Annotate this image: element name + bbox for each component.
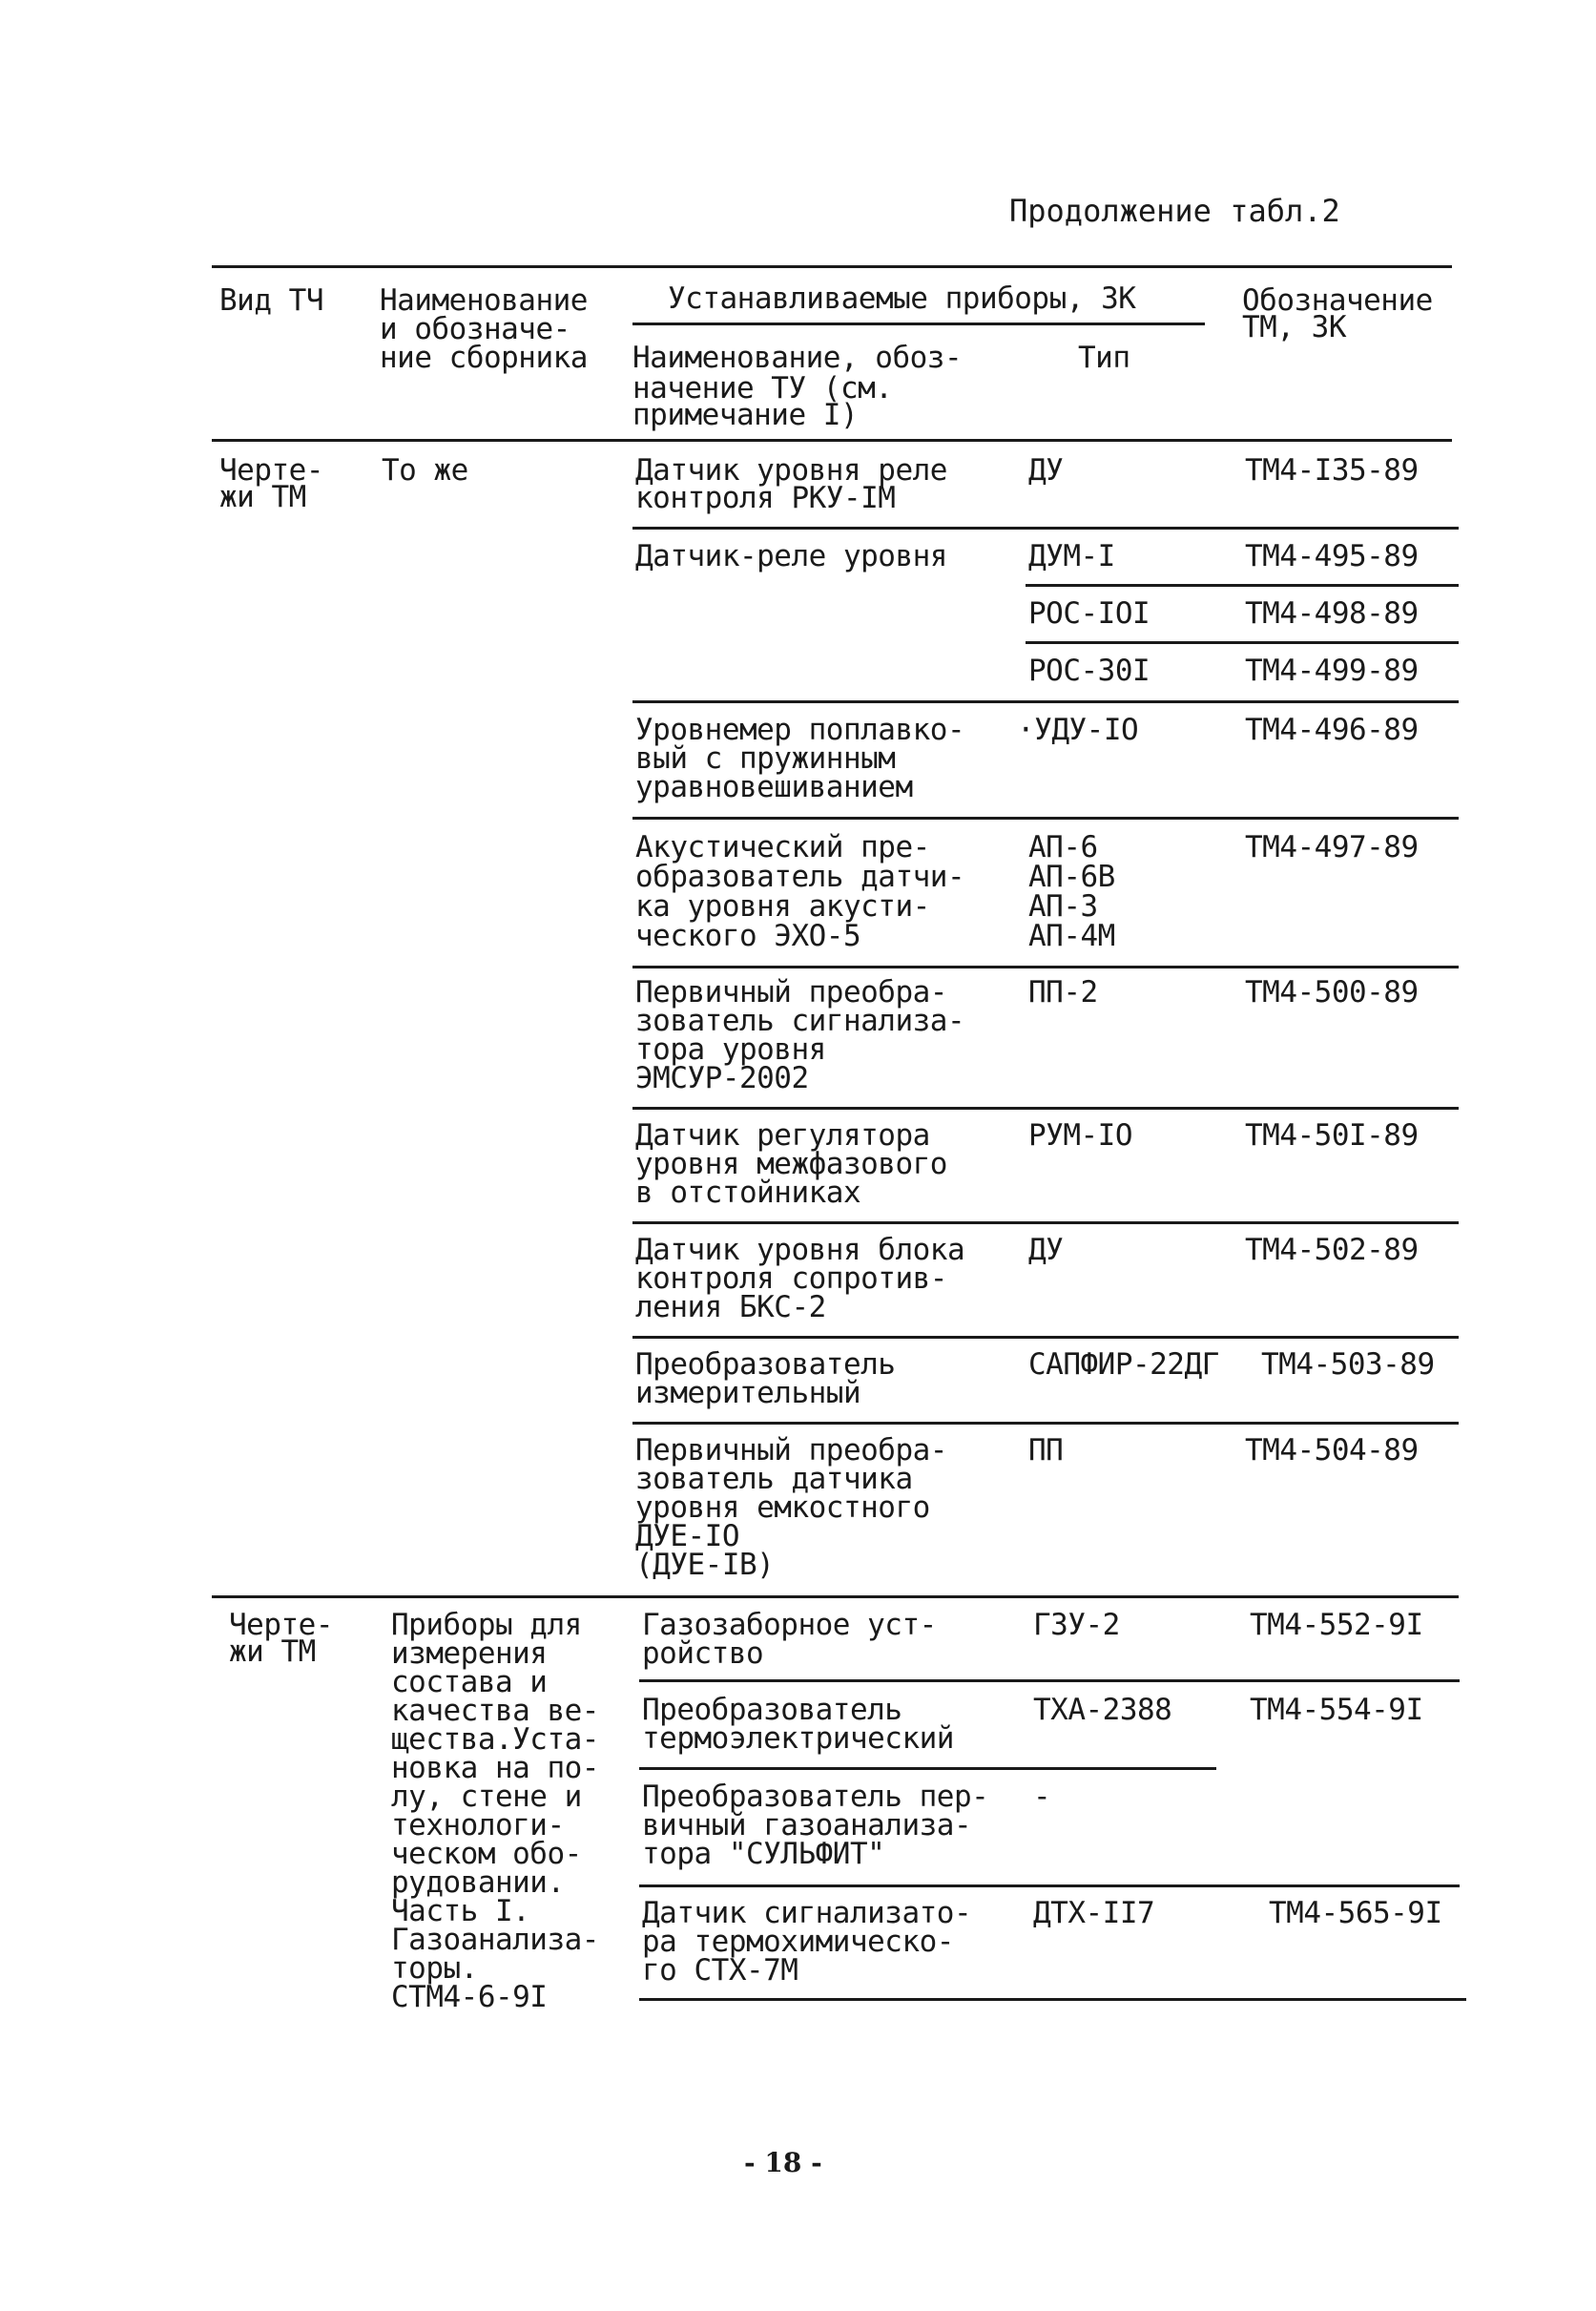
row-11-code: ТМ4-504-89 <box>1245 1433 1419 1468</box>
row-6-name-line-4: ческого ЭХО-5 <box>635 919 861 953</box>
row-7-name-line-2: зователь сигнализа- <box>635 1004 965 1038</box>
header-name-line-1: Наименование, обоз- <box>632 341 963 375</box>
row-rule <box>1026 584 1459 587</box>
row-rule <box>1026 641 1459 644</box>
header-type: Тип <box>1078 341 1130 375</box>
group-2-sbornik-line-9: ческом обо- <box>391 1837 582 1871</box>
row-11-name-line-4: ДУЕ-IO <box>635 1519 739 1553</box>
row-12-code: ТМ4-552-9I <box>1250 1608 1423 1642</box>
row-7-name-line-1: Первичный преобра- <box>635 975 947 1010</box>
row-rule <box>632 527 1459 530</box>
group-divider-rule <box>212 1595 1459 1598</box>
row-6-name-line-3: ка уровня акусти- <box>635 889 930 924</box>
header-code-line-1: Обозначение <box>1242 283 1433 318</box>
row-8-type: РУМ-IO <box>1028 1118 1132 1153</box>
row-rule <box>632 966 1459 968</box>
row-10-code: ТМ4-503-89 <box>1261 1347 1435 1382</box>
group-2-sbornik-line-4: качества ве- <box>391 1694 599 1728</box>
row-rule <box>632 817 1459 820</box>
row-7-type: ПП-2 <box>1028 975 1098 1010</box>
row-rule <box>632 1221 1459 1224</box>
row-rule <box>632 700 1459 703</box>
row-9-name-line-1: Датчик уровня блока <box>635 1233 965 1267</box>
row-1-type: ДУ <box>1028 453 1064 488</box>
row-13-type: ТХА-2388 <box>1033 1693 1172 1727</box>
row-5-name-line-3: уравновешиванием <box>635 770 913 804</box>
row-9-type: ДУ <box>1028 1233 1064 1267</box>
row-13-code: ТМ4-554-9I <box>1250 1693 1423 1727</box>
group-2-sbornik-line-7: лу, стене и <box>391 1780 582 1814</box>
row-12-type: ГЗУ-2 <box>1033 1608 1120 1642</box>
row-12-name-line-2: ройство <box>642 1636 764 1671</box>
row-11-name-line-1: Первичный преобра- <box>635 1433 947 1468</box>
row-6-name-line-2: образователь датчи- <box>635 860 965 894</box>
table-caption: Продолжение табл.2 <box>1009 193 1340 229</box>
row-5-code: ТМ4-496-89 <box>1245 713 1419 747</box>
group-2-vid-line-1: Черте- <box>229 1608 333 1642</box>
row-11-type: ПП <box>1028 1433 1064 1468</box>
row-15-code: ТМ4-565-9I <box>1269 1896 1442 1930</box>
header-name-line-3: примечание I) <box>632 398 859 432</box>
group-1-vid-line-2: жи ТМ <box>219 480 306 514</box>
group-2-sbornik-line-12: Газоанализа- <box>391 1923 599 1957</box>
row-13-name-line-2: термоэлектрический <box>642 1721 954 1756</box>
header-vid: Вид ТЧ <box>219 283 323 318</box>
table-bottom-rule <box>639 1998 1466 2001</box>
header-sbornik-line-1: Наименование <box>380 283 588 318</box>
group-2-sbornik-line-8: технологи- <box>391 1808 565 1843</box>
row-1-name-line-2: контроля РКУ-IМ <box>635 481 896 515</box>
row-10-type: САПФИР-22ДГ <box>1028 1347 1219 1382</box>
row-rule <box>632 1336 1459 1339</box>
row-rule <box>632 1422 1459 1425</box>
row-7-name-line-3: тора уровня <box>635 1032 826 1067</box>
header-sbornik-line-2: и обозначе- <box>380 312 570 346</box>
row-8-name-line-2: уровня межфазового <box>635 1147 947 1181</box>
row-15-type: ДТХ-II7 <box>1033 1896 1155 1930</box>
row-5-name-line-2: вый с пружинным <box>635 741 896 776</box>
row-15-name-line-2: ра термохимическо- <box>642 1925 954 1959</box>
row-8-name-line-1: Датчик регулятора <box>635 1118 930 1153</box>
group-2-vid-line-2: жи ТМ <box>229 1634 316 1669</box>
row-2-type: ДУМ-I <box>1028 539 1115 573</box>
header-group-rule <box>632 323 1205 325</box>
header-bottom-rule <box>212 439 1452 442</box>
row-9-name-line-3: ления БКС-2 <box>635 1290 826 1324</box>
group-2-sbornik-line-6: новка на по- <box>391 1751 599 1785</box>
row-1-code: ТМ4-I35-89 <box>1245 453 1419 488</box>
row-6-name-line-1: Акустический пре- <box>635 830 930 864</box>
row-7-code: ТМ4-500-89 <box>1245 975 1419 1010</box>
row-5-type: ·УДУ-IO <box>1017 713 1139 747</box>
header-sbornik-line-3: ние сборника <box>380 341 588 375</box>
group-2-sbornik-line-1: Приборы для <box>391 1608 582 1642</box>
row-rule <box>639 1679 1460 1682</box>
row-8-code: ТМ4-50I-89 <box>1245 1118 1419 1153</box>
header-code-line-2: ТМ, ЗК <box>1242 310 1346 344</box>
header-group: Устанавливаемые приборы, ЗК <box>668 281 1136 316</box>
row-9-code: ТМ4-502-89 <box>1245 1233 1419 1267</box>
row-6-type-line-2: АП-6В <box>1028 860 1115 894</box>
row-2-code: ТМ4-495-89 <box>1245 539 1419 573</box>
row-14-name-line-1: Преобразователь пер- <box>642 1780 989 1814</box>
group-2-sbornik-line-3: состава и <box>391 1665 548 1699</box>
group-2-sbornik-line-5: щества.Уста- <box>391 1722 599 1757</box>
group-2-sbornik-line-13: торы. <box>391 1951 478 1986</box>
row-6-type-line-4: АП-4М <box>1028 919 1115 953</box>
row-14-name-line-2: вичный газоанализа- <box>642 1808 972 1843</box>
group-2-sbornik-line-11: Часть I. <box>391 1894 530 1928</box>
page-number: - 18 - <box>744 2147 822 2178</box>
row-13-name-line-1: Преобразователь <box>642 1693 902 1727</box>
table-top-rule <box>212 265 1452 268</box>
row-9-name-line-2: контроля сопротив- <box>635 1261 947 1296</box>
row-12-name-line-1: Газозаборное уст- <box>642 1608 937 1642</box>
row-4-code: ТМ4-499-89 <box>1245 654 1419 688</box>
group-2-sbornik-line-10: рудовании. <box>391 1865 565 1900</box>
row-11-name-line-2: зователь датчика <box>635 1462 913 1496</box>
group-1-vid-line-1: Черте- <box>219 453 323 488</box>
row-6-type-line-1: АП-6 <box>1028 830 1098 864</box>
row-6-type-line-3: АП-3 <box>1028 889 1098 924</box>
row-4-type: РОС-30I <box>1028 654 1150 688</box>
row-rule <box>639 1767 1216 1770</box>
row-10-name-line-1: Преобразователь <box>635 1347 896 1382</box>
row-2-name-line-1: Датчик-реле уровня <box>635 539 947 573</box>
group-1-sbornik: То же <box>382 453 468 488</box>
row-11-name-line-3: уровня емкостного <box>635 1490 930 1525</box>
row-rule <box>639 1884 1460 1887</box>
row-7-name-line-4: ЭМСУР-2002 <box>635 1061 809 1095</box>
row-5-name-line-1: Уровнемер поплавко- <box>635 713 965 747</box>
row-11-name-line-5: (ДУЕ-IВ) <box>635 1548 775 1582</box>
row-14-name-line-3: тора "СУЛЬФИТ" <box>642 1837 885 1871</box>
group-2-sbornik-line-14: СТМ4-6-9I <box>391 1980 548 2014</box>
row-rule <box>632 1107 1459 1110</box>
row-14-type: - <box>1033 1780 1051 1814</box>
row-1-name-line-1: Датчик уровня реле <box>635 453 947 488</box>
row-3-type: РОС-IOI <box>1028 596 1150 631</box>
row-3-code: ТМ4-498-89 <box>1245 596 1419 631</box>
header-name-line-2: начение ТУ (см. <box>632 371 893 406</box>
row-6-code: ТМ4-497-89 <box>1245 830 1419 864</box>
group-2-sbornik-line-2: измерения <box>391 1636 548 1671</box>
row-8-name-line-3: в отстойниках <box>635 1176 861 1210</box>
row-15-name-line-3: го СТХ-7М <box>642 1953 798 1988</box>
row-15-name-line-1: Датчик сигнализато- <box>642 1896 972 1930</box>
row-10-name-line-2: измерительный <box>635 1376 861 1410</box>
